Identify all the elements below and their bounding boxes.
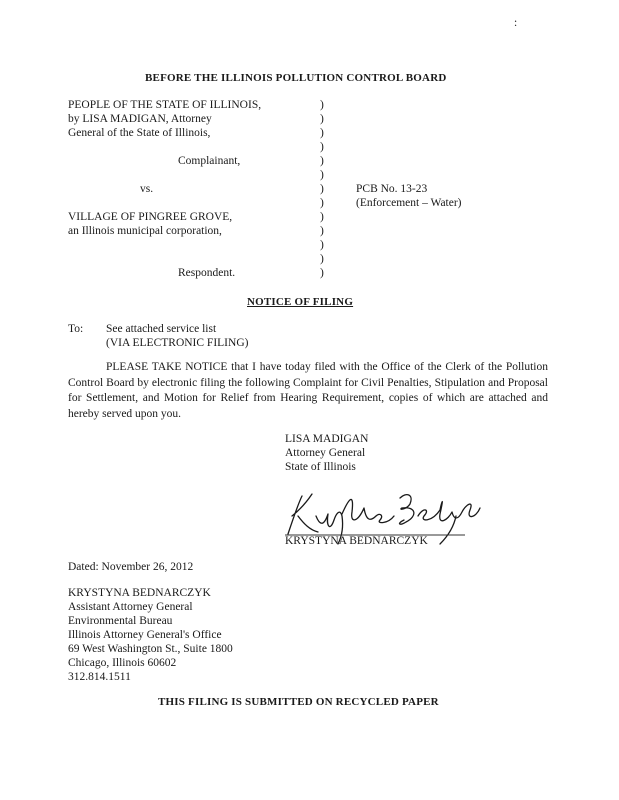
signatory-line: LISA MADIGAN [285,433,369,445]
caption-line: Complainant, [178,155,241,167]
recycled-paper-footer: THIS FILING IS SUBMITTED ON RECYCLED PAPER [158,696,439,708]
caption-paren: ) [320,225,324,237]
to-label: To: [68,323,84,335]
signer-name: KRYSTYNA BEDNARCZYK [285,535,428,547]
caption-paren: ) [320,99,324,111]
caption-line: General of the State of Illinois, [68,127,211,139]
to-line-2: (VIA ELECTRONIC FILING) [106,337,249,349]
notice-body-text: PLEASE TAKE NOTICE that I have today filed with the Office of the Clerk of the Pollution Control Board by electronic filing the following Complaint for Civil Penalties, Stipulation and Proposal for Settlement, and Motion for Relief from Hearing Requirement, copies of which are attached and hereby served upon you. [68,361,548,420]
caption-line: PEOPLE OF THE STATE OF ILLINOIS, [68,99,262,111]
contact-bureau: Environmental Bureau [68,615,173,627]
caption-line: by LISA MADIGAN, Attorney [68,113,212,125]
contact-title: Assistant Attorney General [68,601,193,613]
contact-phone: 312.814.1511 [68,671,131,683]
case-type: (Enforcement – Water) [356,197,462,209]
contact-office: Illinois Attorney General's Office [68,629,222,641]
caption-paren: ) [320,183,324,195]
caption-paren: ) [320,211,324,223]
caption-paren: ) [320,127,324,139]
notice-body [68,360,548,422]
caption-paren: ) [320,169,324,181]
signatory-block [285,432,368,474]
contact-city: Chicago, Illinois 60602 [68,657,177,669]
caption-line [68,168,308,182]
to-line-1: See attached service list [106,323,217,335]
signatory-line: Attorney General [285,447,366,459]
signatory-line: State of Illinois [285,461,356,473]
caption-paren: ) [320,267,324,279]
caption-paren: ) [320,239,324,251]
caption-line: vs. [140,183,154,195]
caption-parties [68,98,308,280]
caption-line [68,252,308,266]
caption-line: an Illinois municipal corporation, [68,225,222,237]
corner-mark: : [514,17,518,29]
dated-line: Dated: November 26, 2012 [68,561,194,573]
notice-title: NOTICE OF FILING [247,296,354,308]
caption-paren: ) [320,197,324,209]
caption-paren: ) [320,113,324,125]
caption-paren: ) [320,155,324,167]
caption-line [68,196,308,210]
contact-name: KRYSTYNA BEDNARCZYK [68,587,211,599]
caption-paren: ) [320,141,324,153]
board-header: BEFORE THE ILLINOIS POLLUTION CONTROL BOARD [145,72,447,84]
caption-line: VILLAGE OF PINGREE GROVE, [68,211,233,223]
caption-line: Respondent. [178,267,236,279]
caption-paren-column [320,98,330,280]
contact-street: 69 West Washington St., Suite 1800 [68,643,233,655]
caption-line [68,238,308,252]
case-number: PCB No. 13-23 [356,183,428,195]
contact-block [68,586,233,684]
caption-line [68,140,308,154]
caption-paren: ) [320,253,324,265]
